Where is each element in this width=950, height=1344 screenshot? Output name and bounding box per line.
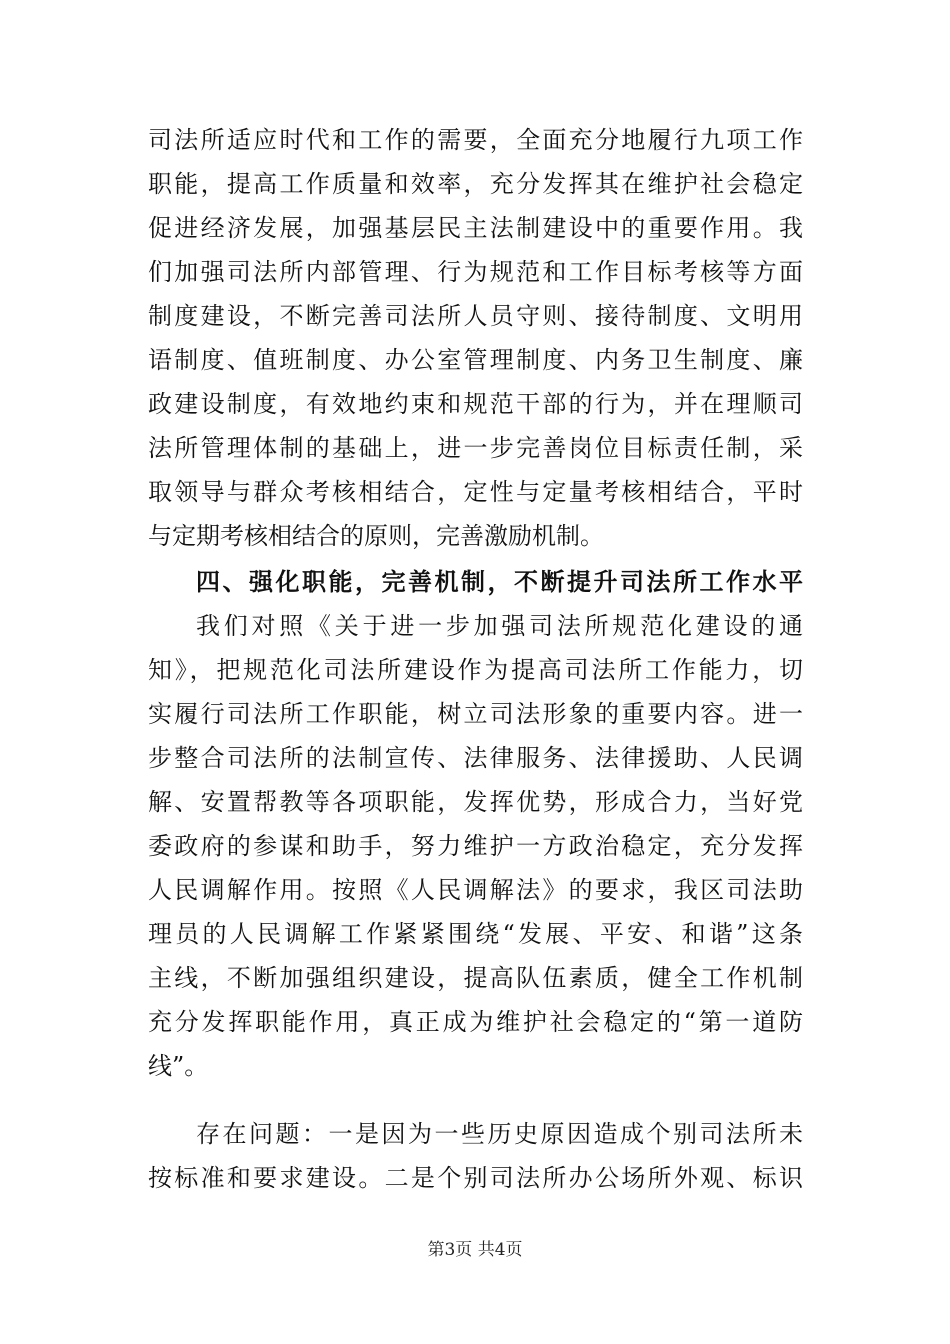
text-line: 政建设制度，有效地约束和规范干部的行为，并在理顺司 xyxy=(148,390,803,418)
section-heading: 四、强化职能，完善机制，不断提升司法所工作水平 xyxy=(196,568,803,596)
text-line: 理员的人民调解工作紧紧围绕“发展、平安、和谐”这条 xyxy=(148,920,803,948)
text-line: 们加强司法所内部管理、行为规范和工作目标考核等方面 xyxy=(148,258,803,286)
text-line: 促进经济发展，加强基层民主法制建设中的重要作用。我 xyxy=(148,214,803,242)
text-line: 法所管理体制的基础上，进一步完善岗位目标责任制，采 xyxy=(148,434,803,462)
text-line: 按标准和要求建设。二是个别司法所办公场所外观、标识 xyxy=(148,1164,803,1192)
text-line: 与定期考核相结合的原则，完善激励机制。 xyxy=(148,522,604,550)
text-line: 知》，把规范化司法所建设作为提高司法所工作能力，切 xyxy=(148,656,803,684)
text-line: 我们对照《关于进一步加强司法所规范化建设的通 xyxy=(196,612,803,640)
text-line: 制度建设，不断完善司法所人员守则、接待制度、文明用 xyxy=(148,302,803,330)
text-line: 取领导与群众考核相结合，定性与定量考核相结合，平时 xyxy=(148,478,803,506)
text-line: 存在问题：一是因为一些历史原因造成个别司法所未 xyxy=(196,1120,803,1148)
text-line: 司法所适应时代和工作的需要，全面充分地履行九项工作 xyxy=(148,126,803,154)
text-line: 解、安置帮教等各项职能，发挥优势，形成合力，当好党 xyxy=(148,788,803,816)
text-line: 人民调解作用。按照《人民调解法》的要求，我区司法助 xyxy=(148,876,803,904)
text-line: 实履行司法所工作职能，树立司法形象的重要内容。进一 xyxy=(148,700,803,728)
text-line: 步整合司法所的法制宣传、法律服务、法律援助、人民调 xyxy=(148,744,803,772)
text-line: 职能，提高工作质量和效率，充分发挥其在维护社会稳定 xyxy=(148,170,803,198)
page-footer: 第3页 共4页 xyxy=(427,1240,523,1260)
text-line: 线”。 xyxy=(148,1052,209,1080)
text-line: 主线，不断加强组织建设，提高队伍素质，健全工作机制 xyxy=(148,964,803,992)
text-line: 语制度、值班制度、办公室管理制度、内务卫生制度、廉 xyxy=(148,346,803,374)
text-line: 委政府的参谋和助手，努力维护一方政治稳定，充分发挥 xyxy=(148,832,803,860)
text-line: 充分发挥职能作用，真正成为维护社会稳定的“第一道防 xyxy=(148,1008,803,1036)
